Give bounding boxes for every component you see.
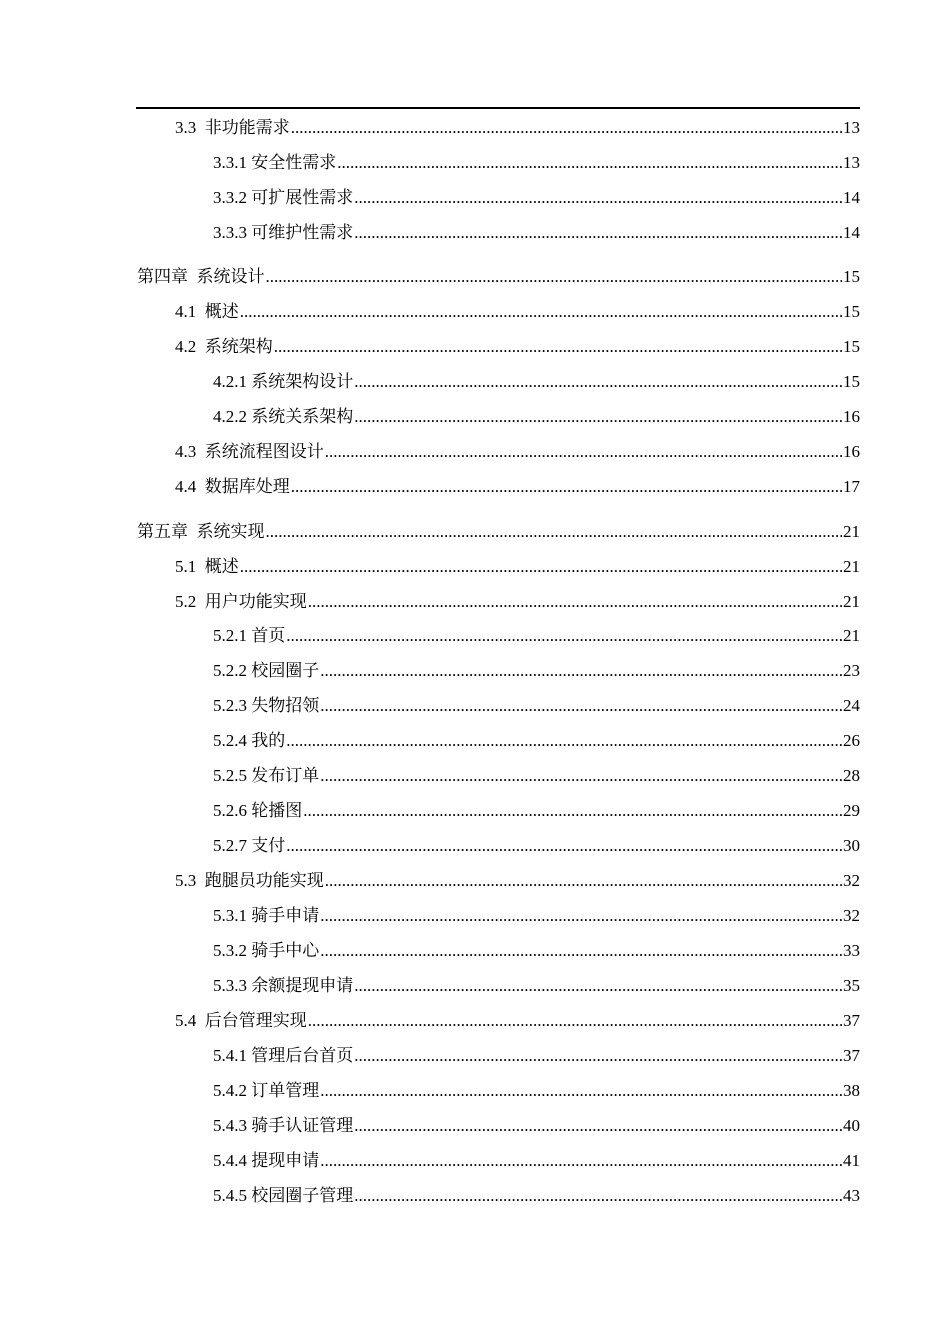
toc-entry-page-number: 40 (843, 1116, 860, 1135)
toc-entry-title: 系统实现 (196, 522, 265, 541)
toc-entry-page-number: 15 (843, 267, 860, 286)
toc-entry-number: 5.4.5 (213, 1186, 252, 1205)
toc-entry[interactable] (175, 476, 860, 498)
toc-entry-number: 3.3.2 (213, 188, 252, 207)
toc-entry-title: 支付 (251, 836, 286, 855)
toc-entry-number: 3.3 (175, 118, 205, 137)
toc-dot-leader (308, 1010, 842, 1032)
toc-entry-title: 系统架构设计 (251, 372, 354, 391)
header-rule (136, 107, 860, 109)
toc-entry-page-number: 15 (843, 302, 860, 321)
toc-entry[interactable] (213, 905, 860, 927)
toc-dot-leader (320, 695, 842, 717)
toc-entry-title: 跑腿员功能实现 (204, 871, 324, 890)
toc-entry-page-number: 24 (843, 696, 860, 715)
toc-entry-title: 安全性需求 (251, 153, 337, 172)
toc-entry[interactable] (175, 336, 860, 358)
toc-entry-page-number: 32 (843, 906, 860, 925)
toc-entry[interactable] (175, 301, 860, 323)
toc-entry-number: 5.4.3 (213, 1116, 252, 1135)
toc-dot-leader (354, 187, 842, 209)
toc-entry[interactable] (175, 591, 860, 613)
toc-entry-title: 系统架构 (204, 337, 273, 356)
toc-entry-number: 4.2.2 (213, 407, 252, 426)
toc-dot-leader (291, 117, 842, 139)
toc-entry-title: 用户功能实现 (204, 592, 307, 611)
toc-dot-leader (308, 591, 842, 613)
toc-entry-title: 首页 (251, 626, 286, 645)
toc-entry-number: 5.4 (175, 1011, 205, 1030)
toc-dot-leader (303, 800, 842, 822)
toc-entry-title: 订单管理 (251, 1081, 320, 1100)
toc-entry[interactable] (137, 266, 860, 288)
toc-dot-leader (320, 660, 842, 682)
toc-entry-number: 5.4.2 (213, 1081, 252, 1100)
toc-entry[interactable] (213, 222, 860, 244)
toc-entry-page-number: 32 (843, 871, 860, 890)
toc-entry-number: 5.3.1 (213, 906, 252, 925)
toc-entry-title: 我的 (251, 731, 286, 750)
toc-entry-page-number: 21 (843, 557, 860, 576)
toc-entry-number: 5.3.3 (213, 976, 252, 995)
toc-entry-number: 5.2.1 (213, 626, 252, 645)
toc-entry-title: 发布订单 (251, 766, 320, 785)
toc-entry-title: 系统流程图设计 (204, 442, 324, 461)
toc-dot-leader (274, 336, 842, 358)
toc-entry-page-number: 16 (843, 407, 860, 426)
toc-entry[interactable] (213, 695, 860, 717)
toc-entry-number: 5.1 (175, 557, 205, 576)
toc-entry-number: 5.2.4 (213, 731, 252, 750)
toc-dot-leader (354, 371, 842, 393)
toc-entry-page-number: 16 (843, 442, 860, 461)
toc-entry[interactable] (213, 371, 860, 393)
toc-entry-page-number: 17 (843, 477, 860, 496)
toc-entry-number: 5.3.2 (213, 941, 252, 960)
toc-entry[interactable] (213, 187, 860, 209)
toc-entry[interactable] (213, 765, 860, 787)
toc-entry-title: 系统设计 (196, 267, 265, 286)
toc-dot-leader (286, 730, 842, 752)
toc-entry-page-number: 26 (843, 731, 860, 750)
toc-entry-title: 骑手认证管理 (251, 1116, 354, 1135)
toc-entry[interactable] (213, 1150, 860, 1172)
toc-entry[interactable] (175, 1010, 860, 1032)
toc-entry-page-number: 33 (843, 941, 860, 960)
toc-entry-page-number: 21 (843, 592, 860, 611)
toc-entry-page-number: 37 (843, 1011, 860, 1030)
toc-dot-leader (240, 301, 842, 323)
toc-entry[interactable] (213, 1045, 860, 1067)
toc-dot-leader (354, 222, 842, 244)
toc-dot-leader (291, 476, 842, 498)
toc-entry-number: 第四章 (137, 267, 197, 286)
toc-entry-title: 概述 (204, 302, 239, 321)
toc-entry-page-number: 21 (843, 522, 860, 541)
toc-entry-title: 骑手中心 (251, 941, 320, 960)
toc-entry-page-number: 43 (843, 1186, 860, 1205)
toc-dot-leader (320, 940, 842, 962)
toc-entry-page-number: 35 (843, 976, 860, 995)
toc-entry-page-number: 37 (843, 1046, 860, 1065)
toc-dot-leader (337, 152, 842, 174)
toc-entry-number: 5.2.7 (213, 836, 252, 855)
toc-dot-leader (320, 1080, 842, 1102)
toc-entry-title: 管理后台首页 (251, 1046, 354, 1065)
toc-entry-title: 后台管理实现 (204, 1011, 307, 1030)
toc-entry[interactable] (213, 152, 860, 174)
toc-entry-number: 4.2 (175, 337, 205, 356)
toc-dot-leader (354, 1115, 842, 1137)
toc-entry-title: 骑手申请 (251, 906, 320, 925)
toc-entry-number: 5.2.2 (213, 661, 252, 680)
toc-entry-title: 可扩展性需求 (251, 188, 354, 207)
toc-entry[interactable] (213, 800, 860, 822)
toc-entry-page-number: 29 (843, 801, 860, 820)
toc-entry-number: 4.1 (175, 302, 205, 321)
toc-dot-leader (320, 765, 842, 787)
toc-entry-number: 5.3 (175, 871, 205, 890)
toc-entry-number: 5.4.1 (213, 1046, 252, 1065)
toc-entry[interactable] (213, 940, 860, 962)
toc-entry-page-number: 14 (843, 223, 860, 242)
toc-entry-page-number: 14 (843, 188, 860, 207)
toc-entry-title: 余额提现申请 (251, 976, 354, 995)
toc-entry-title: 提现申请 (251, 1151, 320, 1170)
toc-entry[interactable] (137, 521, 860, 543)
toc-entry-title: 非功能需求 (204, 118, 290, 137)
toc-dot-leader (320, 905, 842, 927)
toc-dot-leader (266, 521, 843, 543)
toc-entry-page-number: 15 (843, 337, 860, 356)
toc-entry-number: 4.2.1 (213, 372, 252, 391)
toc-entry-title: 系统关系架构 (251, 407, 354, 426)
toc-entry-title: 可维护性需求 (251, 223, 354, 242)
toc-dot-leader (240, 556, 842, 578)
toc-entry-number: 5.2.6 (213, 801, 252, 820)
toc-entry-page-number: 41 (843, 1151, 860, 1170)
toc-entry-number: 5.2.3 (213, 696, 252, 715)
toc-entry-title: 校园圈子管理 (251, 1186, 354, 1205)
toc-entry-page-number: 21 (843, 626, 860, 645)
toc-entry[interactable] (175, 441, 860, 463)
toc-entry-title: 失物招领 (251, 696, 320, 715)
toc-entry-number: 4.4 (175, 477, 205, 496)
toc-dot-leader (286, 835, 842, 857)
toc-entry[interactable] (213, 406, 860, 428)
toc-entry-number: 4.3 (175, 442, 205, 461)
toc-entry-number: 5.2.5 (213, 766, 252, 785)
toc-entry-title: 数据库处理 (204, 477, 290, 496)
toc-entry-number: 5.4.4 (213, 1151, 252, 1170)
toc-entry[interactable] (213, 625, 860, 647)
toc-entry[interactable] (213, 975, 860, 997)
toc-entry-title: 概述 (204, 557, 239, 576)
toc-entry-page-number: 23 (843, 661, 860, 680)
toc-entry[interactable] (175, 117, 860, 139)
toc-dot-leader (266, 266, 843, 288)
toc-dot-leader (354, 1185, 842, 1207)
toc-entry-page-number: 38 (843, 1081, 860, 1100)
toc-entry[interactable] (213, 660, 860, 682)
toc-entry-number: 第五章 (137, 522, 197, 541)
toc-entry[interactable] (213, 835, 860, 857)
toc-entry-page-number: 13 (843, 118, 860, 137)
toc-dot-leader (325, 870, 842, 892)
toc-dot-leader (354, 975, 842, 997)
toc-entry-page-number: 15 (843, 372, 860, 391)
toc-entry[interactable] (213, 1080, 860, 1102)
toc-entry[interactable] (213, 1115, 860, 1137)
toc-entry[interactable] (175, 870, 860, 892)
toc-entry-number: 3.3.1 (213, 153, 252, 172)
toc-entry-title: 轮播图 (251, 801, 303, 820)
toc-dot-leader (325, 441, 842, 463)
toc-entry[interactable] (213, 1185, 860, 1207)
toc-dot-leader (320, 1150, 842, 1172)
toc-dot-leader (354, 406, 842, 428)
toc-entry-number: 3.3.3 (213, 223, 252, 242)
toc-dot-leader (354, 1045, 842, 1067)
toc-entry-title: 校园圈子 (251, 661, 320, 680)
toc-entry[interactable] (213, 730, 860, 752)
toc-entry[interactable] (175, 556, 860, 578)
toc-entry-page-number: 30 (843, 836, 860, 855)
toc-entry-page-number: 28 (843, 766, 860, 785)
toc-dot-leader (286, 625, 842, 647)
toc-entry-number: 5.2 (175, 592, 205, 611)
toc-entry-page-number: 13 (843, 153, 860, 172)
